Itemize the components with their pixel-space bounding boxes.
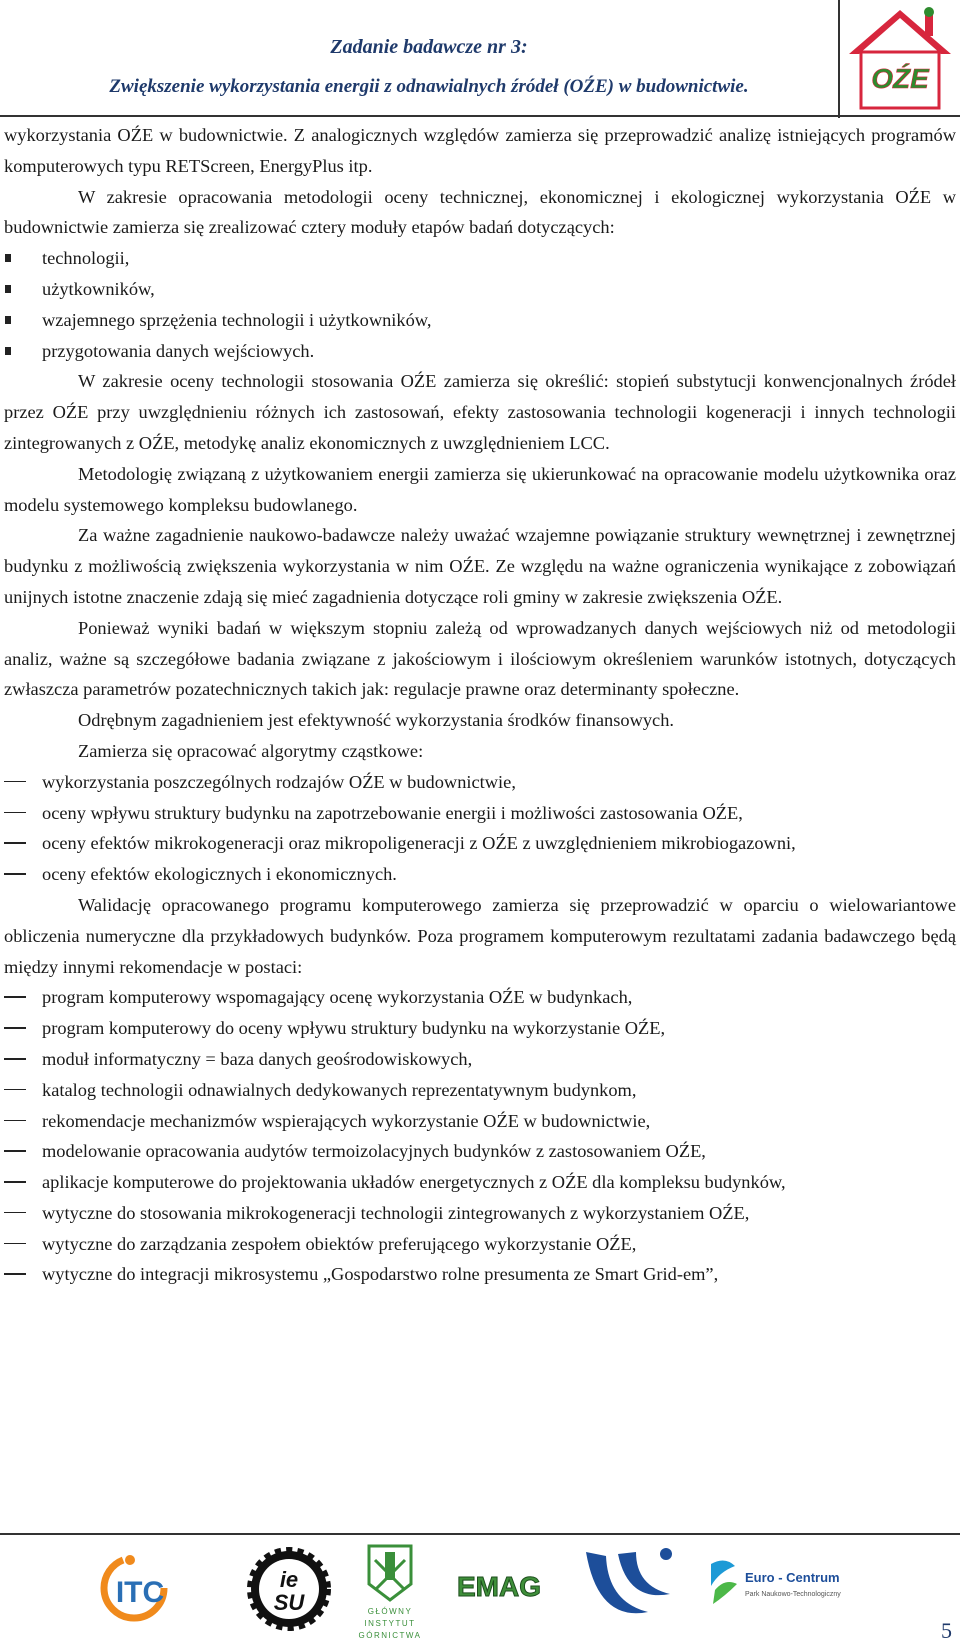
university-swoosh-logo <box>578 1542 678 1634</box>
recommendation-list <box>4 982 956 1290</box>
bullet-dash-icon <box>4 1089 26 1091</box>
list-item: użytkowników, <box>4 274 956 305</box>
bullet-dash-icon <box>4 1273 26 1275</box>
list-item: rekomendacje mechanizmów wspierających wykorzystanie OŹE w budownictwie, <box>4 1106 956 1137</box>
list-item: aplikacje komputerowe do projektowania układów energetycznych z OŹE dla kompleksu budynków, <box>4 1167 956 1198</box>
list-item: modelowanie opracowania audytów termoizolacyjnych budynków z zastosowaniem OŹE, <box>4 1136 956 1167</box>
bullet-dash-icon <box>4 1181 26 1183</box>
oze-house-logo <box>845 2 955 112</box>
gig-logo-text-2: INSTYTUT <box>364 1619 416 1628</box>
list-item: oceny efektów mikrokogeneracji oraz mikropoligeneracji z OŹE z uwzględnieniem mikrobiogazowni, <box>4 828 956 859</box>
document-body <box>4 120 956 1290</box>
bullet-dash-icon <box>4 1027 26 1029</box>
bullet-dash-icon <box>4 1212 26 1214</box>
gig-logo-text-3: GÓRNICTWA <box>358 1631 422 1640</box>
itc-logo-text: ITC <box>115 1576 165 1609</box>
euro-centrum-logo <box>705 1556 865 1616</box>
page-header <box>0 0 960 118</box>
list-item: moduł informatyczny = baza danych geośrodowiskowych, <box>4 1044 956 1075</box>
bullet-dash-icon <box>4 781 26 783</box>
bullet-dash-icon <box>4 1120 26 1122</box>
paragraph-algorithms-intro: Zamierza się opracować algorytmy cząstkowe: <box>78 740 424 761</box>
list-item: oceny efektów ekologicznych i ekonomicznych. <box>4 859 956 890</box>
paragraph-financial: Odrębnym zagadnieniem jest efektywność wykorzystania środków finansowych. <box>78 710 674 731</box>
emag-logo-text: EMAG <box>457 1571 541 1602</box>
paragraph-user-methodology: Metodologię związaną z użytkowaniem energii zamierza się ukierunkować na opracowanie modelu użytkownika oraz modelu systemowego kompleksu budowlanego. <box>4 463 956 515</box>
header-divider <box>0 115 960 117</box>
list-item: wytyczne do integracji mikrosystemu „Gospodarstwo rolne presumenta ze Smart Grid-em”, <box>4 1259 956 1290</box>
list-item: wytyczne do stosowania mikrokogeneracji technologii zintegrowanych z wykorzystaniem OŹE, <box>4 1198 956 1229</box>
list-item: wykorzystania poszczególnych rodzajów OŹE w budownictwie, <box>4 767 956 798</box>
itc-logo <box>100 1546 190 1628</box>
bullet-dash-icon <box>4 1150 26 1152</box>
oze-logo-text: OŹE <box>871 63 929 94</box>
algorithm-list <box>4 767 956 890</box>
list-item: program komputerowy wspomagający ocenę wykorzystania OŹE w budynkach, <box>4 982 956 1013</box>
gig-logo-text-1: GŁÓWNY <box>367 1607 413 1616</box>
list-item: wzajemnego sprzężenia technologii i użytkowników, <box>4 305 956 336</box>
bullet-dash-icon <box>4 996 26 998</box>
list-item: przygotowania danych wejściowych. <box>4 336 956 367</box>
paragraph-continued: wykorzystania OŹE w budownictwie. Z analogicznych względów zamierza się przeprowadzić analizę istniejących programów komputerowych typu RETScreen, EnergyPlus itp. <box>4 125 956 176</box>
euro-centrum-text-1: Euro - Centrum <box>745 1570 840 1585</box>
bullet-dash-icon <box>4 1243 26 1245</box>
gig-logo <box>355 1538 425 1648</box>
paragraph-input-data: Ponieważ wyniki badań w większym stopniu zależą od wprowadzanych danych wejściowych niż od metodologii analiz, ważne są szczegółowe badania związane z jakościowym i ilościowym określeniem warunków istotnych, dotyczących zwłaszcza parametrów pozatechnicznych takich jak: regulacje prawne oraz determinanty społeczne. <box>4 617 956 700</box>
list-item: wytyczne do zarządzania zespołem obiektów preferującego wykorzystanie OŹE, <box>4 1229 956 1260</box>
paragraph-building-structure: Za ważne zagadnienie naukowo-badawcze należy uważać wzajemne powiązanie struktury wewnętrznej i zewnętrznej budynku z możliwością zwiększenia wykorzystania w nim OŹE. Ze względu na ważne ograniczenia wynikające z zobowiązań unijnych istotne znaczenie zdają się mieć zagadnienia dotyczące roli gminy w zakresie zwiększenia OŹE. <box>4 525 956 607</box>
bullet-dash-icon <box>4 1058 26 1060</box>
iesu-gear-logo <box>244 1544 334 1634</box>
module-list <box>4 243 956 366</box>
iesu-logo-text-1: ie <box>279 1567 299 1592</box>
bullet-dash-icon <box>4 812 26 814</box>
bullet-square-icon <box>5 254 11 262</box>
header-divider-vertical <box>838 0 840 118</box>
header-title-line2: Zwiększenie wykorzystania energii z odnawialnych źródeł (OŹE) w budownictwie. <box>109 76 749 97</box>
page-footer <box>0 1538 960 1650</box>
footer-divider <box>0 1533 960 1535</box>
list-item: program komputerowy do oceny wpływu struktury budynku na wykorzystanie OŹE, <box>4 1013 956 1044</box>
euro-centrum-text-2: Park Naukowo-Technologiczny <box>745 1591 841 1598</box>
header-title-line1: Zadanie badawcze nr 3: <box>330 36 528 58</box>
bullet-dash-icon <box>4 842 26 844</box>
bullet-square-icon <box>5 347 11 355</box>
page-number: 5 <box>941 1618 952 1643</box>
list-item: technologii, <box>4 243 956 274</box>
bullet-square-icon <box>5 285 11 293</box>
paragraph-validation: Walidację opracowanego programu komputerowego zamierza się przeprowadzić w oparciu o wielowariantowe obliczenia numeryczne dla przykładowych budynków. Poza programem komputerowym rezultatami zadania badawczego będą między innymi rekomendacje w postaci: <box>4 894 956 977</box>
iesu-logo-text-2: SU <box>273 1590 305 1615</box>
bullet-dash-icon <box>4 873 26 875</box>
paragraph-methodology: W zakresie opracowania metodologii oceny technicznej, ekonomicznej i ekologicznej wykorzystania OŹE w budownictwie zamierza się zrealizować cztery moduły etapów badań dotyczących: <box>4 186 956 238</box>
list-item: oceny wpływu struktury budynku na zapotrzebowanie energii i możliwości zastosowania OŹE, <box>4 798 956 829</box>
list-item: katalog technologii odnawialnych dedykowanych reprezentatywnym budynkom, <box>4 1075 956 1106</box>
bullet-square-icon <box>5 316 11 324</box>
emag-logo <box>452 1566 546 1606</box>
paragraph-technology-assessment: W zakresie oceny technologii stosowania OŹE zamierza się określić: stopień substytucji konwencjonalnych źródeł przez OŹE przy uwzględnieniu różnych ich zastosowań, efekty zastosowania technologii kogeneracji i innych technologii zintegrowanych z OŹE, metodykę analiz ekonomicznych z uwzględnieniem LCC. <box>4 371 956 453</box>
